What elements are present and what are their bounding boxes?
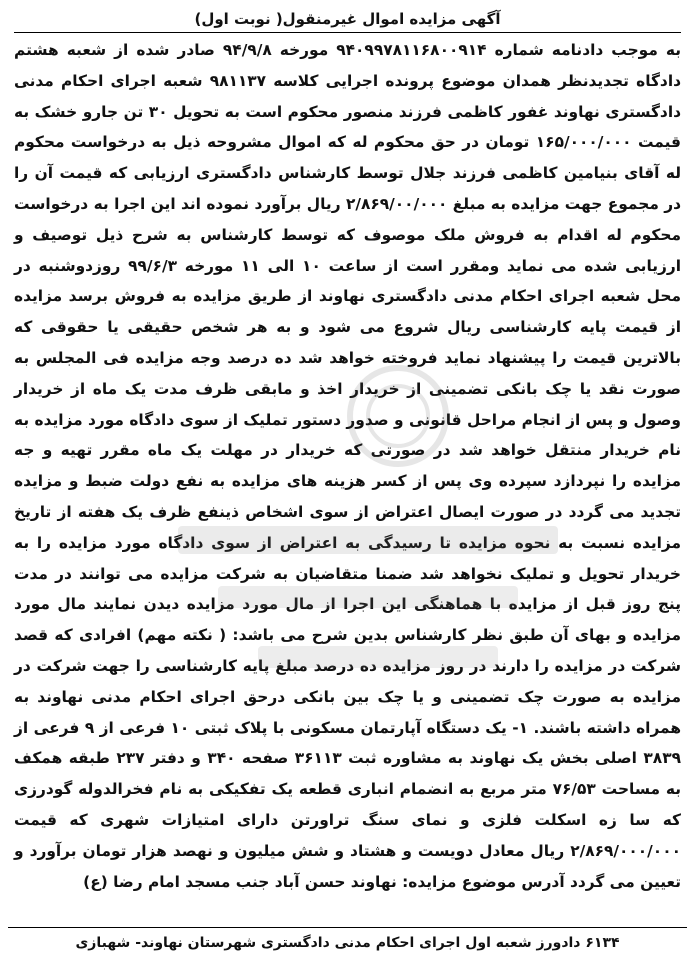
notice-footer: ۶۱۳۴ دادورز شعبه اول اجرای احکام مدنی دادگستری شهرستان نهاوند- شهبازی: [8, 927, 687, 960]
notice-body: به موجب دادنامه شماره ۹۴۰۹۹۷۸۱۱۶۸۰۰۹۱۴ مورخه ۹۴/۹/۸ صادر شده از شعبه هشتم دادگاه تجدیدنظر همدان موضوع پرونده اجرایی کلاسه ۹۸۱۱۳۷ شعبه اجرای احکام مدنی دادگستری نهاوند غفور کاظمی فرزند منصور محکوم است به تحویل ۳۰ تن جارو خشک به قیمت ۱۶۵/۰۰۰/۰۰۰ تومان در حق محکوم له که اموال مشروحه ذیل به درخواست محکوم له آقای بنیامین کاظمی فرزند جلال توسط کارشناس دادگستری ارزیابی که قیمت آن را در مجموع جهت مزایده به مبلغ ۲/۸۶۹/۰۰/۰۰۰ ریال برآورد نموده اند این اجرا به درخواست محکوم له اقدام به فروش ملک موصوف که توسط کارشناس به شرح ذیل توصیف و ارزیابی شده می نماید ومقرر است از ساعت ۱۰ الی ۱۱ مورخه ۹۹/۶/۳ روزدوشنبه در محل شعبه اجرای احکام مدنی دادگستری نهاوند از طریق مزایده به فروش برسد مزایده از قیمت پایه کارشناسی ریال شروع می شود و به هر شخص حقیقی یا حقوقی که بالاترین قیمت را پیشنهاد نماید فروخته خواهد شد ده درصد وجه مزایده فی المجلس به صورت نقد یا چک بانکی تضمینی از خریدار اخذ و مابقی ظرف مدت یک ماه از خریدار وصول و پس از انجام مراحل قانونی و صدور دستور تملیک از سوی دادگاه مورد مزایده به نام خریدار منتقل خواهد شد در صورتی که خریدار در مهلت یک ماه مقرر تهیه و جه مزایده را نپردازد سپرده وی پس از کسر هزینه های مزایده به نفع دولت ضبط و مزایده تجدید می گردد در صورت ایصال اعتراض از سوی اشخاص ذینفع ظرف یک هفته از تاریخ مزایده نسبت به نحوه مزایده تا رسیدگی به اعتراض از سوی دادگاه مورد مزایده را به خریدار تحویل و تملیک نخواهد شد ضمنا متقاضیان به شرکت مزایده می توانند در مدت پنج روز قبل از مزایده با هماهنگی این اجرا از مال مورد مزایده دیدن نمایند مال مورد مزایده و بهای آن طبق نظر کارشناس بدین شرح می باشد: ( نکته مهم) افرادی که قصد شرکت در مزایده را دارند در روز مزایده ده درصد مبلغ پایه کارشناسی را جهت شرکت در مزایده به صورت چک تضمینی و یا چک بین بانکی درحق اجرای احکام مدنی نهاوند به همراه داشته باشند. ۱- یک دستگاه آپارتمان مسکونی با پلاک ثبتی ۱۰ فرعی از ۹ فرعی از ۳۸۳۹ اصلی بخش یک نهاوند به مشاوره ثبت ۳۶۱۱۳ صفحه ۳۴۰ و دفتر ۲۳۷ طبقه همکف به مساحت ۷۶/۵۳ متر مربع به انضمام انباری قطعه یک تفکیکی به نام فخرالدوله گودرزی که سا زه اسکلت فلزی و نمای سنگ تراورتن دارای امتیازات شهری که قیمت ۲/۸۶۹/۰۰۰/۰۰۰ ریال معادل دویست و هشتاد و شش میلیون و نهصد هزار تومان برآورد و تعیین می گردد آدرس موضوع مزایده: نهاوند حسن آباد جنب مسجد امام رضا (ع): [14, 41, 682, 891]
auction-notice: [8, 6, 687, 960]
notice-title: آگهی مزایده اموال غیرمنقول( نوبت اول): [14, 6, 681, 33]
